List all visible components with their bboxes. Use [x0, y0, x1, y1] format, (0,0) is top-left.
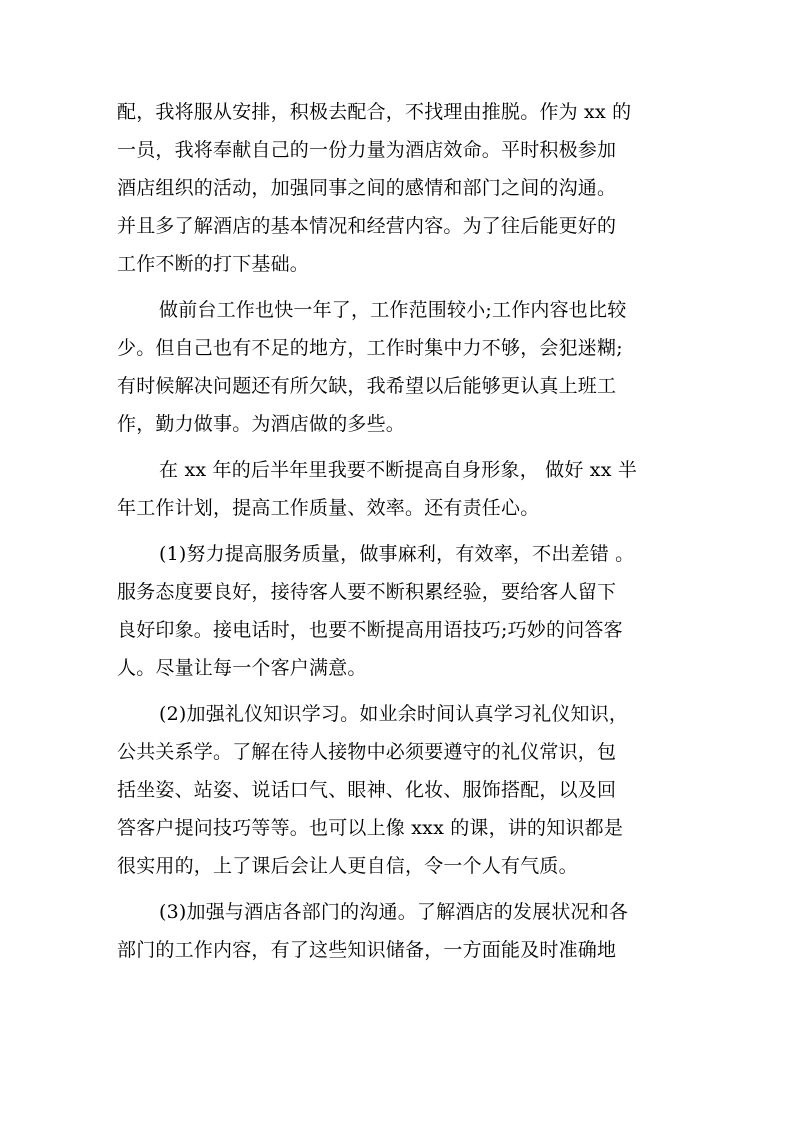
text-line-2: 一员，我将奉献自己的一份力量为酒店效命。平时积极参加	[117, 139, 617, 161]
text-line-20: 很实用的，上了课后会让人更自信，令一个人有气质。	[117, 855, 578, 877]
text-line-1: 配，我将服从安排，积极去配合，不找理由推脱。作为 xx 的	[117, 101, 632, 123]
text-line-22: 部门的工作内容，有了这些知识储备，一方面能及时准确地	[117, 939, 617, 961]
document-body	[117, 93, 692, 969]
text-line-3: 酒店组织的活动，加强同事之间的感情和部门之间的沟通。	[117, 177, 617, 199]
text-line-5: 工作不断的打下基础。	[117, 253, 310, 275]
paragraph-gap	[117, 527, 692, 535]
text-line-14: 良好印象。接电话时，也要不断提高用语技巧;巧妙的问答客	[117, 619, 623, 641]
text-line-13: 服务态度要良好，接待客人要不断积累经验，要给客人留下	[117, 581, 617, 603]
paragraph-gap	[117, 283, 692, 291]
text-line-10: 在 xx 年的后半年里我要不断提高自身形象， 做好 xx 半	[159, 459, 638, 481]
text-line-19: 答客户提问技巧等等。也可以上像 xxx 的课，讲的知识都是	[117, 817, 624, 839]
text-line-17: 公共关系学。了解在待人接物中必须要遵守的礼仪常识，包	[117, 741, 617, 763]
text-line-7: 少。但自己也有不足的地方，工作时集中力不够，会犯迷糊;	[117, 337, 623, 359]
paragraph-gap	[117, 885, 692, 893]
text-line-4: 并且多了解酒店的基本情况和经营内容。为了往后能更好的	[117, 215, 617, 237]
text-line-9: 作，勤力做事。为酒店做的多些。	[117, 413, 406, 435]
text-line-15: 人。尽量让每一个客户满意。	[117, 657, 367, 679]
paragraph-gap	[117, 687, 692, 695]
text-line-6: 做前台工作也快一年了，工作范围较小;工作内容也比较	[159, 299, 627, 321]
text-line-12: (1)努力提高服务质量，做事麻利，有效率，不出差错 。	[159, 543, 635, 565]
paragraph-gap	[117, 443, 692, 451]
text-line-16: (2)加强礼仪知识学习。如业余时间认真学习礼仪知识，	[159, 703, 629, 725]
text-line-11: 年工作计划，提高工作质量、效率。还有责任心。	[117, 497, 540, 519]
text-line-8: 有时候解决问题还有所欠缺，我希望以后能够更认真上班工	[117, 375, 617, 397]
text-line-18: 括坐姿、站姿、说话口气、眼神、化妆、服饰搭配，以及回	[117, 779, 617, 801]
text-line-21: (3)加强与酒店各部门的沟通。了解酒店的发展状况和各	[159, 901, 629, 923]
